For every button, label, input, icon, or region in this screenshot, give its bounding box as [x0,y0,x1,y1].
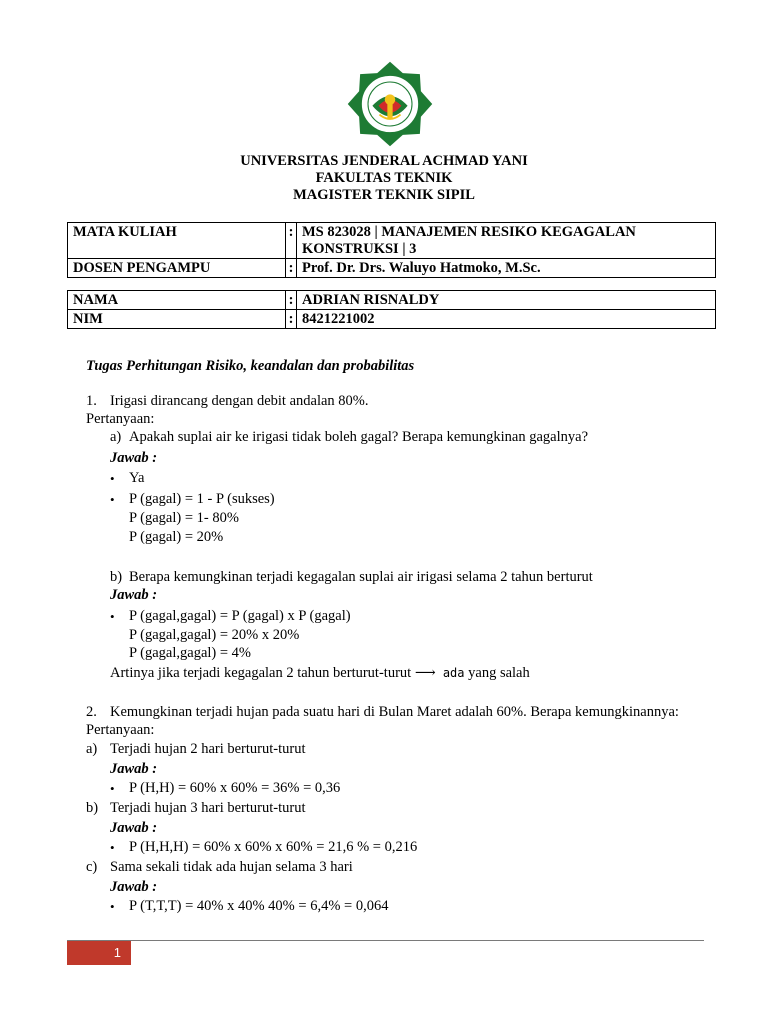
nim-value: 8421221002 [297,310,716,329]
q1a-answer-2-line-3: P (gagal) = 20% [129,529,224,545]
faculty-name: FAKULTAS TEKNIK [315,170,453,186]
q1b-marker: b) [110,569,123,585]
bullet-icon: • [110,492,115,507]
university-name: UNIVERSITAS JENDERAL ACHMAD YANI [240,153,528,169]
q1b-note-text-a: Artinya jika terjadi kegagalan 2 tahun berturut-turut [110,665,415,681]
lecturer-label: DOSEN PENGAMPU [68,259,286,278]
bullet-icon: • [110,781,115,796]
q2-number: 2. [86,704,97,720]
task-title: Tugas Perhitungan Risiko, keandalan dan probabilitas [86,358,415,374]
q2a-marker: a) [86,741,98,757]
q1b-note-mono: ada [435,666,465,680]
q2a-answer: P (H,H) = 60% x 60% = 36% = 0,36 [129,780,341,796]
q1-text: Irigasi dirancang dengan debit andalan 80%. [110,393,369,409]
q1b-text: Berapa kemungkinan terjadi kegagalan suplai air irigasi selama 2 tahun berturut [129,569,593,585]
q1a-text: Apakah suplai air ke irigasi tidak boleh gagal? Berapa kemungkinan gagalnya? [129,429,589,445]
q1b-note [110,665,530,682]
university-logo-icon [346,60,434,148]
table-row [68,291,716,310]
program-name: MAGISTER TEKNIK SIPIL [293,187,475,203]
q1-number: 1. [86,393,97,409]
answer-label: Jawab : [110,879,158,895]
page-number: 1 [67,941,131,965]
course-label: MATA KULIAH [68,223,286,259]
q2b-text: Terjadi hujan 3 hari berturut-turut [110,800,306,816]
name-value: ADRIAN RISNALDY [297,291,716,310]
q1a-answer-1: Ya [129,470,145,486]
q2c-marker: c) [86,859,98,875]
student-info-table [67,290,716,329]
separator: : [286,310,297,329]
q2c-answer: P (T,T,T) = 40% x 40% 40% = 6,4% = 0,064 [129,898,389,914]
q1a-answer-2-line-2: P (gagal) = 1- 80% [129,510,239,526]
q2b-answer: P (H,H,H) = 60% x 60% x 60% = 21,6 % = 0,216 [129,839,418,855]
q1a-answer-2-line-1: P (gagal) = 1 - P (sukses) [129,491,275,507]
answer-label: Jawab : [110,761,158,777]
q2a-text: Terjadi hujan 2 hari berturut-turut [110,741,306,757]
bullet-icon: • [110,471,115,486]
q2b-marker: b) [86,800,99,816]
course-info-table [67,222,716,278]
separator: : [286,259,297,278]
q1a-marker: a) [110,429,122,445]
table-row [68,223,716,259]
question-label: Pertanyaan: [86,722,155,738]
answer-label: Jawab : [110,587,158,603]
table-row [68,310,716,329]
q1b-answer-line-2: P (gagal,gagal) = 20% x 20% [129,627,300,643]
separator: : [286,223,297,259]
question-label: Pertanyaan: [86,411,155,427]
arrow-right-icon: ⟶ [414,665,436,681]
bullet-icon: • [110,899,115,914]
lecturer-value: Prof. Dr. Drs. Waluyo Hatmoko, M.Sc. [297,259,716,278]
name-label: NAMA [68,291,286,310]
course-value: MS 823028 | MANAJEMEN RESIKO KEGAGALAN KONSTRUKSI | 3 [297,223,716,259]
table-row [68,259,716,278]
bullet-icon: • [110,609,115,624]
footer-divider [67,940,704,941]
q1b-answer-line-1: P (gagal,gagal) = P (gagal) x P (gagal) [129,608,351,624]
document-header [0,153,768,204]
nim-label: NIM [68,310,286,329]
q1b-note-text-b: yang salah [464,665,530,681]
bullet-icon: • [110,840,115,855]
separator: : [286,291,297,310]
q1b-answer-line-3: P (gagal,gagal) = 4% [129,645,251,661]
q2c-text: Sama sekali tidak ada hujan selama 3 hari [110,859,353,875]
answer-label: Jawab : [110,450,158,466]
q2-text: Kemungkinan terjadi hujan pada suatu hari di Bulan Maret adalah 60%. Berapa kemungkinannya: [110,704,679,720]
answer-label: Jawab : [110,820,158,836]
